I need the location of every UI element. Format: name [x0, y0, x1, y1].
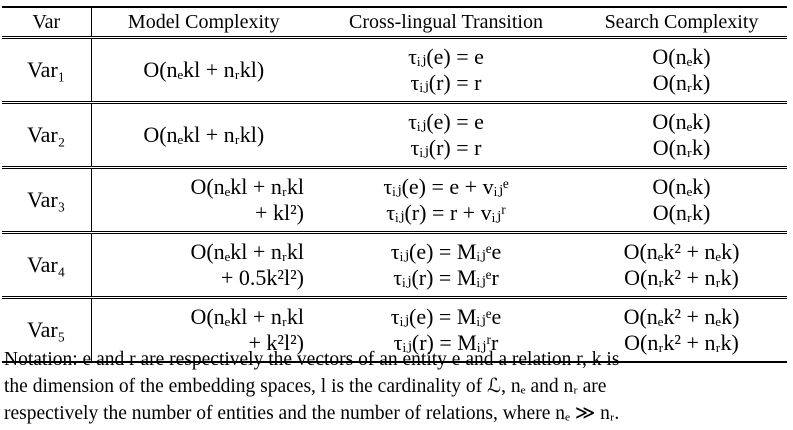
var-name: Var₂: [2, 103, 91, 168]
search-relation: O(nᵣk): [652, 70, 711, 95]
table-notation-caption: [4, 346, 789, 427]
header-search-complexity: Search Complexity: [604, 10, 759, 33]
header-model-complexity: Model Complexity: [127, 10, 280, 33]
model-complexity-line: + kl²): [255, 200, 304, 225]
transition-entity: τᵢⱼ(e) = e: [408, 109, 484, 134]
header-var: Var: [2, 7, 91, 38]
header-cross-lingual-transition: Cross-lingual Transition: [349, 10, 543, 33]
transition-cell: [316, 168, 576, 233]
model-complexity-line: O(nₑkl + nᵣkl): [143, 122, 265, 147]
transition-entity: τᵢⱼ(e) = e + vᵢⱼᵉ: [383, 174, 509, 199]
model-complexity-line: O(nₑkl + nᵣkl: [190, 174, 304, 199]
search-complexity-cell: [576, 103, 787, 168]
transition-entity: τᵢⱼ(e) = Mᵢⱼᵉe: [390, 239, 502, 264]
var-name: Var₅: [2, 298, 91, 363]
table-row: [2, 38, 787, 103]
caption-line: the dimension of the embedding spaces, l is the cardinality of ℒ, nₑ and nᵣ are: [4, 376, 607, 397]
model-complexity-line: O(nₑkl + nᵣkl: [190, 239, 304, 264]
model-complexity-line: O(nₑkl + nᵣkl: [190, 304, 304, 329]
model-complexity-cell: [91, 103, 316, 168]
search-entity: O(nₑk): [652, 174, 711, 199]
table-row: [2, 168, 787, 233]
search-entity: O(nₑk): [652, 109, 711, 134]
model-complexity-line: O(nₑkl + nᵣkl): [143, 57, 265, 82]
complexity-table-container: [2, 6, 787, 363]
transition-relation: τᵢⱼ(r) = r: [410, 135, 482, 160]
search-relation: O(nᵣk): [652, 135, 711, 160]
var-name: Var₄: [2, 233, 91, 298]
complexity-table: [2, 6, 787, 363]
header-row: [2, 7, 787, 38]
transition-relation: τᵢⱼ(r) = r + vᵢⱼʳ: [386, 200, 506, 225]
transition-entity: τᵢⱼ(e) = Mᵢⱼᵉe: [390, 304, 502, 329]
transition-relation: τᵢⱼ(r) = Mᵢⱼʳr: [393, 330, 499, 355]
search-complexity-cell: [576, 38, 787, 103]
search-complexity-cell: [576, 233, 787, 298]
var-name: Var₁: [2, 38, 91, 103]
search-entity: O(nₑk): [652, 44, 711, 69]
search-relation: O(nᵣk² + nᵣk): [624, 330, 739, 355]
model-complexity-line: + 0.5k²l²): [220, 265, 304, 290]
model-complexity-cell: [91, 168, 316, 233]
table-row: [2, 233, 787, 298]
transition-cell: [316, 38, 576, 103]
caption-line: Notation: e and r are respectively the vectors of an entity e and a relation r, k is: [4, 349, 620, 370]
transition-relation: τᵢⱼ(r) = r: [410, 70, 482, 95]
transition-entity: τᵢⱼ(e) = e: [408, 44, 484, 69]
search-entity: O(nₑk² + nₑk): [623, 239, 740, 264]
search-relation: O(nᵣk² + nᵣk): [624, 265, 739, 290]
search-entity: O(nₑk² + nₑk): [623, 304, 740, 329]
transition-relation: τᵢⱼ(r) = Mᵢⱼᵉr: [393, 265, 499, 290]
table-row: [2, 103, 787, 168]
transition-cell: [316, 103, 576, 168]
model-complexity-cell: [91, 233, 316, 298]
transition-cell: [316, 233, 576, 298]
search-complexity-cell: [576, 168, 787, 233]
caption-line: respectively the number of entities and the number of relations, where nₑ ≫ nᵣ.: [4, 403, 620, 424]
model-complexity-line: + k²l²): [248, 330, 304, 355]
search-relation: O(nᵣk): [652, 200, 711, 225]
model-complexity-cell: [91, 38, 316, 103]
var-name: Var₃: [2, 168, 91, 233]
